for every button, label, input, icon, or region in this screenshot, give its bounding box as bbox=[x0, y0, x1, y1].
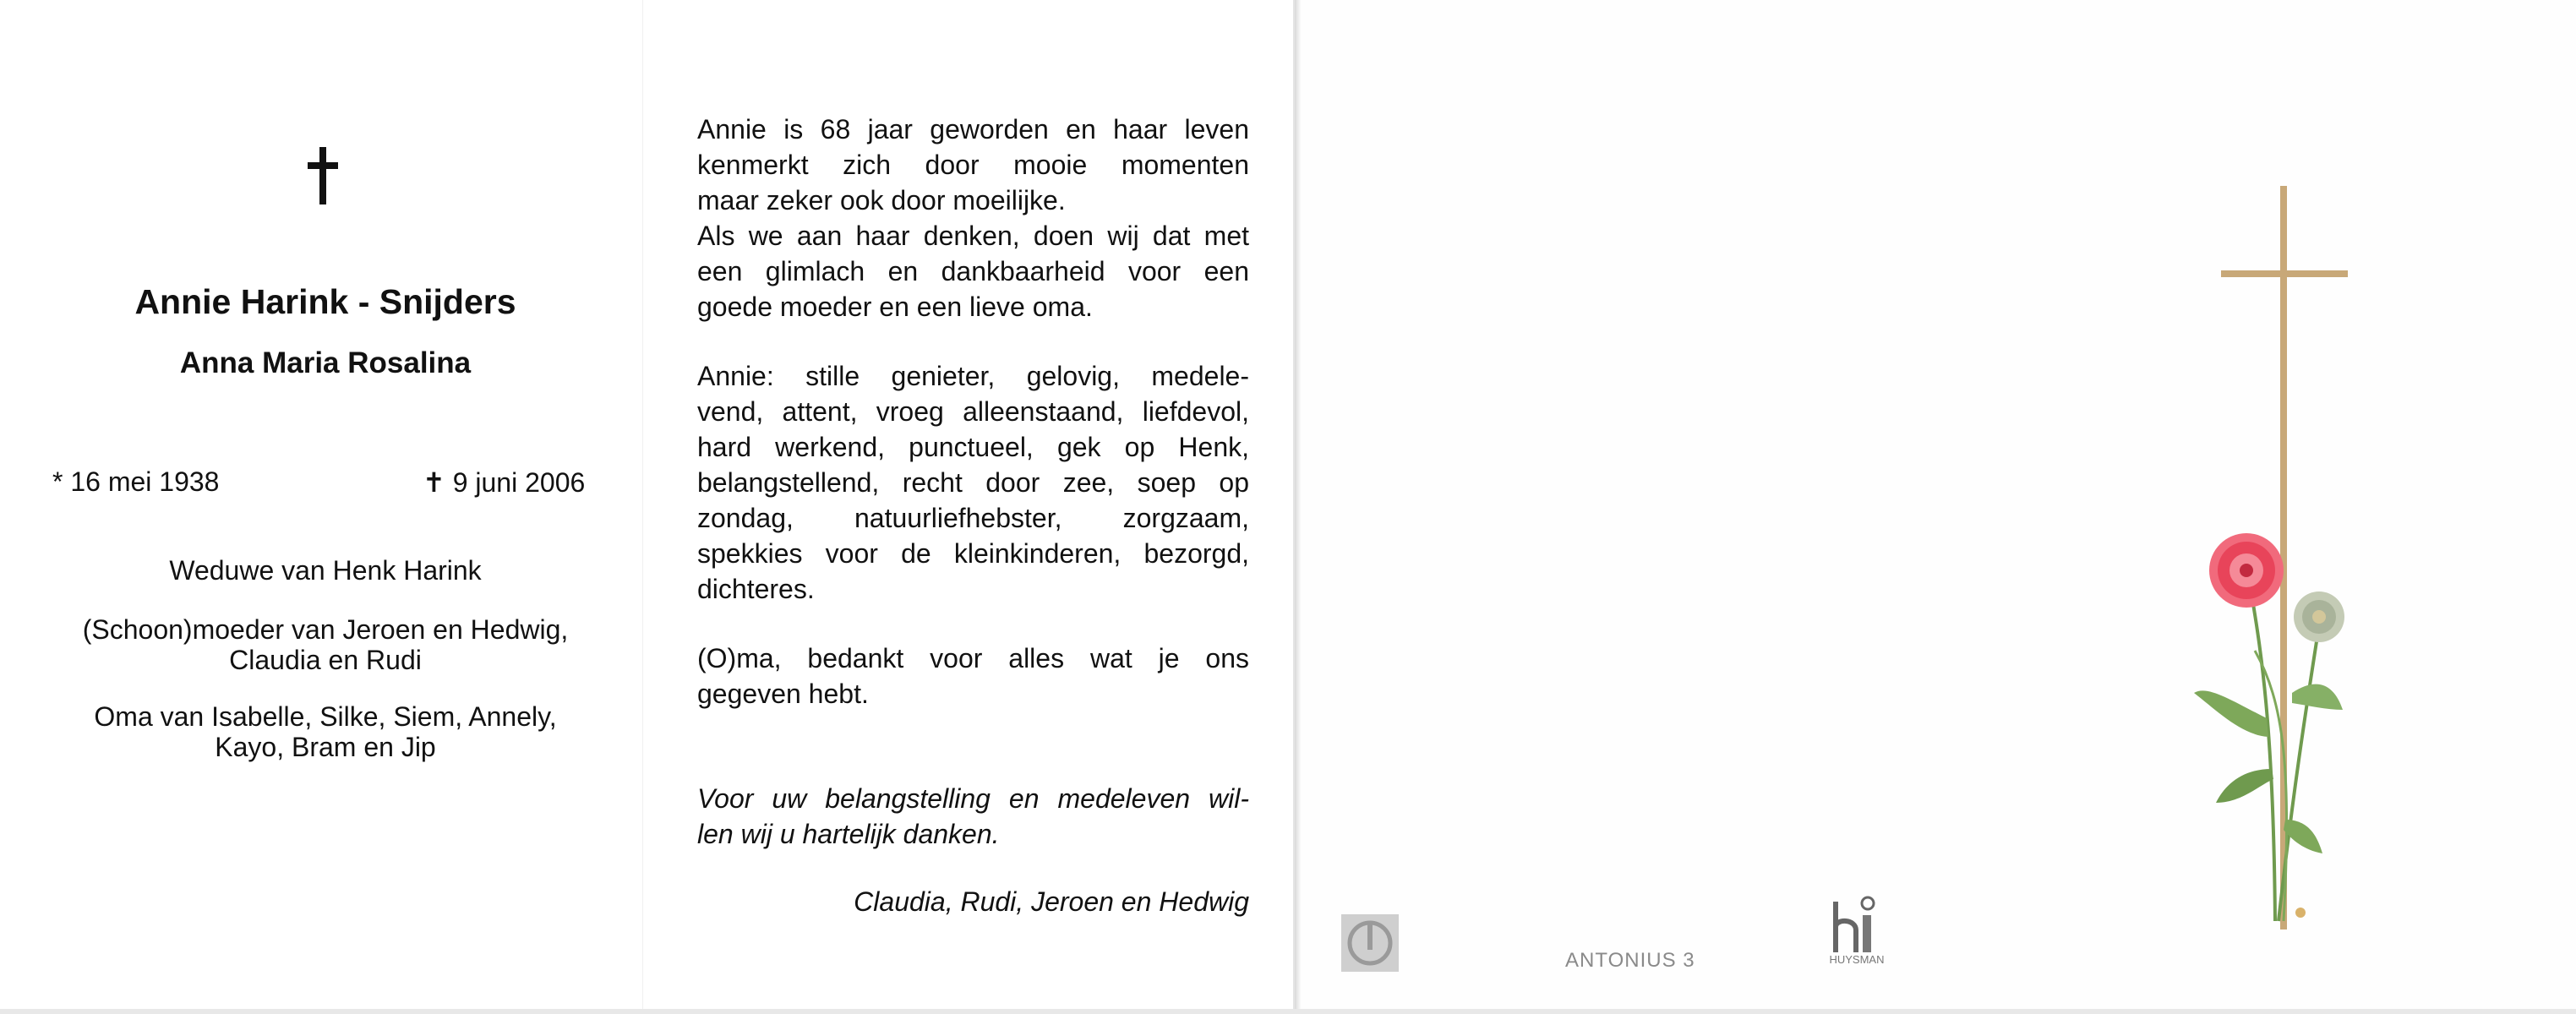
flower-bud bbox=[2295, 908, 2306, 918]
text-line: (O)ma, bedankt voor alles wat je ons bbox=[697, 643, 1249, 673]
cross-with-flowers-illustration bbox=[2174, 177, 2393, 946]
death-date: ✝ 9 juni 2006 bbox=[423, 467, 586, 498]
text-line: hard werkend, punctueel, gek op Henk, bbox=[697, 432, 1249, 462]
text-line: spekkies voor de kleinkinderen, bezorgd, bbox=[697, 538, 1249, 569]
deceased-name: Annie Harink - Snijders bbox=[134, 282, 516, 321]
cross-horizontal-beam bbox=[2221, 270, 2348, 277]
tribute-paragraph bbox=[697, 112, 1249, 324]
given-names: Anna Maria Rosalina bbox=[179, 346, 472, 379]
birth-date: * 16 mei 1938 bbox=[52, 466, 220, 497]
text-line: dichteres. bbox=[697, 574, 815, 604]
leaf bbox=[2194, 690, 2268, 737]
traits-paragraph bbox=[697, 358, 1249, 607]
text-line: Voor uw belangstelling en medeleven wil- bbox=[697, 783, 1249, 814]
card-model-code: ANTONIUS 3 bbox=[1565, 949, 1695, 972]
text-line: zondag, natuurliefhebster, zorgzaam, bbox=[697, 503, 1249, 533]
card-left-panel bbox=[0, 0, 642, 1014]
leaf bbox=[2216, 769, 2273, 803]
flower-stem bbox=[2248, 575, 2275, 921]
grandchildren-line: Oma van Isabelle, Silke, Siem, Annely, bbox=[94, 701, 557, 732]
leaf bbox=[2292, 684, 2343, 710]
text-line: Annie: stille genieter, gelovig, medele- bbox=[697, 361, 1249, 391]
text-line: vend, attent, vroeg alleenstaand, liefdevol, bbox=[697, 396, 1249, 427]
fold-shadow bbox=[1295, 0, 1302, 1014]
grandchildren-lines bbox=[34, 701, 617, 762]
stamp-logo-icon bbox=[1340, 913, 1400, 973]
cross-icon bbox=[303, 145, 343, 206]
widow-line: Weduwe van Henk Harink bbox=[169, 555, 482, 586]
text-line: Als we aan haar denken, doen wij dat met bbox=[697, 221, 1249, 251]
children-line: Claudia en Rudi bbox=[229, 645, 422, 675]
text-line: Annie is 68 jaar geworden en haar leven bbox=[697, 114, 1249, 144]
children-line: (Schoon)moeder van Jeroen en Hedwig, bbox=[82, 614, 569, 645]
card-middle-panel bbox=[642, 0, 1294, 1014]
text-line: gegeven hebt. bbox=[697, 679, 869, 709]
printer-mark: HUYSMAN bbox=[1829, 953, 1885, 966]
text-line: maar zeker ook door moeilijke. bbox=[697, 185, 1066, 215]
children-lines bbox=[34, 614, 617, 675]
thanks-paragraph bbox=[697, 641, 1249, 711]
text-line: belangstellend, recht door zee, soep op bbox=[697, 467, 1249, 498]
text-line: kenmerkt zich door mooie momenten bbox=[697, 150, 1249, 180]
family-signature: Claudia, Rudi, Jeroen en Hedwig bbox=[854, 886, 1249, 917]
card-bottom-edge bbox=[0, 1009, 2576, 1014]
grandchildren-line: Kayo, Bram en Jip bbox=[215, 732, 436, 762]
text-line: len wij u hartelijk danken. bbox=[697, 819, 1000, 849]
text-line: goede moeder en een lieve oma. bbox=[697, 292, 1093, 322]
text-line: een glimlach en dankbaarheid voor een bbox=[697, 256, 1249, 286]
gratitude-paragraph bbox=[697, 781, 1249, 852]
red-flower bbox=[2209, 533, 2284, 608]
card-cover-panel bbox=[1293, 0, 2576, 1014]
grey-flower bbox=[2294, 592, 2344, 642]
